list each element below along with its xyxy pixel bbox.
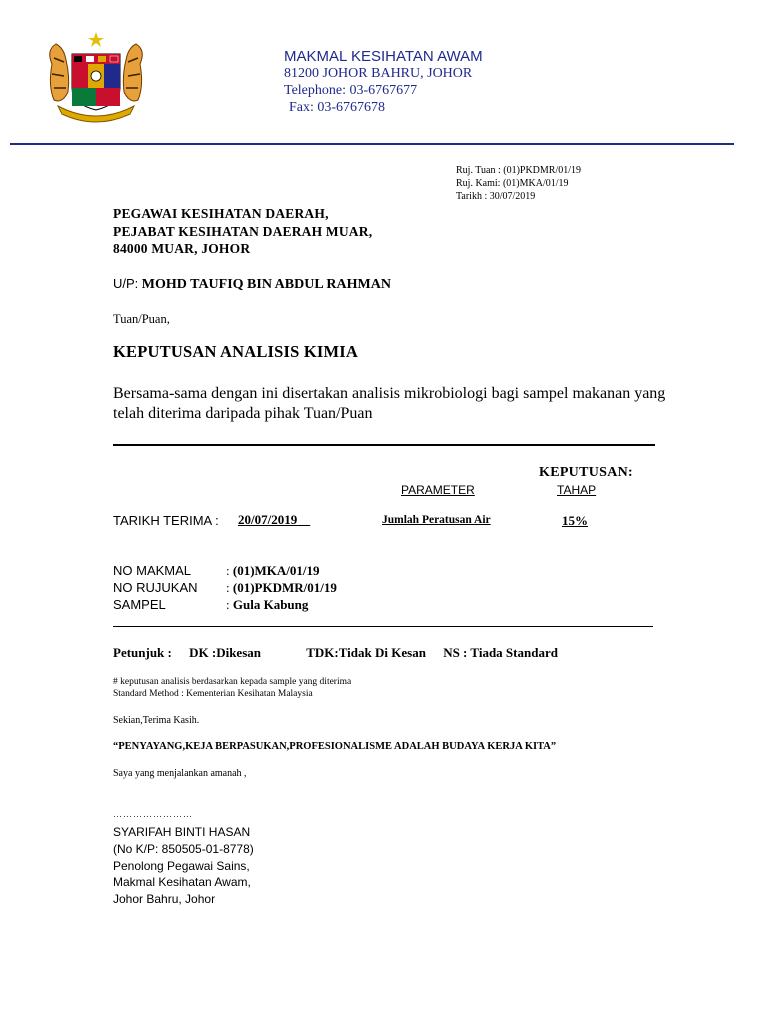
lab-address: 81200 JOHOR BAHRU, JOHOR [284, 66, 473, 81]
subject-title: KEPUTUSAN ANALISIS KIMIA [113, 342, 359, 361]
legend-tdk: TDK:Tidak Di Kesan [306, 645, 426, 660]
tarikh-terima-label: TARIKH TERIMA : [113, 513, 219, 528]
coat-of-arms-icon [44, 30, 148, 124]
tarikh-terima-value: 20/07/2019 [238, 512, 298, 527]
lab-name: MAKMAL KESIHATAN AWAM [284, 48, 483, 65]
ref-tuan: Ruj. Tuan : (01)PKDMR/01/19 [456, 165, 582, 176]
parameter-value: Jumlah Peratusan Air [382, 514, 491, 526]
signatory-block [113, 824, 254, 908]
tahap-heading: TAHAP [557, 483, 597, 497]
signatory-city: Johor Bahru, Johor [113, 892, 216, 907]
no-makmal-label: NO MAKMAL [113, 563, 192, 578]
legend [113, 645, 558, 661]
sampel-label: SAMPEL [113, 597, 166, 612]
closing-thanks: Sekian,Terima Kasih. [113, 715, 200, 726]
recipient-line2: PEJABAT KESIHATAN DAERAH MUAR, [113, 223, 373, 239]
motto: “PENYAYANG,KEJA BERPASUKAN,PROFESIONALISME ADALAH BUDAYA KERJA KITA” [113, 741, 557, 752]
attention-line [113, 276, 391, 293]
signatory-ic: (No K/P: 850505-01-8778) [113, 841, 254, 856]
legend-ns: NS : Tiada Standard [443, 645, 558, 660]
recipient-address [113, 205, 372, 258]
signature-line: …………………… [113, 809, 193, 819]
recipient-line1: PEGAWAI KESIHATAN DAERAH, [113, 206, 329, 221]
intro-paragraph: Bersama-sama dengan ini disertakan analisis mikrobiologi bagi sampel makanan yang telah diterima daripada pihak Tuan/Puan [113, 385, 666, 422]
tahap-value: 15% [562, 513, 588, 528]
no-makmal-value: : (01)MKA/01/19 [226, 563, 320, 578]
note-basis: # keputusan analisis berdasarkan kepada sample yang diterima [113, 677, 352, 687]
info-divider [113, 626, 653, 627]
legend-petunjuk: Petunjuk : [113, 645, 172, 660]
no-rujukan-value: : (01)PKDMR/01/19 [226, 580, 337, 595]
legend-dk: DK :Dikesan [189, 645, 261, 660]
keputusan-heading: KEPUTUSAN: [539, 465, 634, 480]
lab-header [284, 48, 483, 116]
lab-telephone: Telephone: 03-6767677 [284, 83, 418, 98]
signatory-org: Makmal Kesihatan Awam, [113, 875, 251, 890]
sampel-value: : Gula Kabung [226, 597, 309, 612]
salutation: Tuan/Puan, [113, 312, 170, 326]
signatory-title: Penolong Pegawai Sains, [113, 858, 250, 873]
parameter-heading: PARAMETER [401, 483, 475, 497]
header-divider [10, 143, 734, 145]
attention-label: U/P: [113, 276, 139, 291]
notes [113, 676, 351, 700]
reference-block [456, 164, 581, 203]
note-standard: Standard Method : Kementerian Kesihatan Malaysia [113, 689, 313, 699]
lab-fax: Fax: 03-6767678 [289, 100, 386, 115]
no-rujukan-label: NO RUJUKAN [113, 580, 198, 595]
ref-kami: Ruj. Kami: (01)MKA/01/19 [456, 178, 569, 189]
recipient-line3: 84000 MUAR, JOHOR [113, 241, 251, 256]
attention-name: MOHD TAUFIQ BIN ABDUL RAHMAN [141, 277, 391, 292]
signatory-name: SYARIFAH BINTI HASAN [113, 825, 251, 839]
section-divider [113, 444, 655, 446]
closing-amanah: Saya yang menjalankan amanah , [113, 768, 247, 779]
ref-date: Tarikh : 30/07/2019 [456, 191, 536, 202]
